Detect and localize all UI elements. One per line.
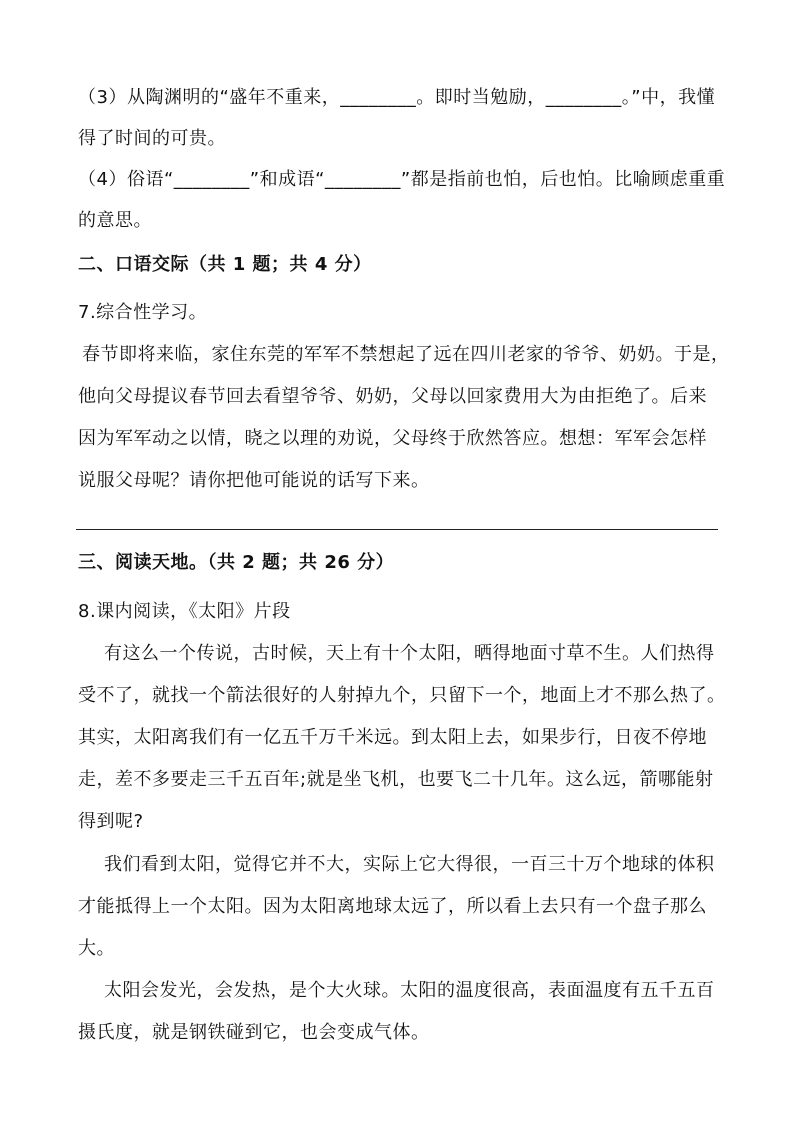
q8-title: 8.课内阅读，《太阳》片段 [78,601,291,622]
passage-line: 受不了，就找一个箭法很好的人射掉九个，只留下一个，地面上才不那么热了。 [78,685,726,706]
passage-line: 得到呢? [78,811,144,832]
passage-line: 其实，太阳离我们有一亿五千万千米远。到太阳上去，如果步行，日夜不停地 [78,727,707,748]
passage-line: 有这么一个传说，古时候，天上有十个太阳，晒得地面寸草不生。人们热得 [104,643,715,664]
passage-line: 我们看到太阳，觉得它并不大，实际上它大得很，一百三十万个地球的体积 [104,854,715,875]
q7-title: 7.综合性学习。 [78,302,208,323]
q7-text-line: 春节即将来临，家住东莞的军军不禁想起了远在四川老家的爷爷、奶奶。于是， [82,344,730,365]
section3-heading: 三、阅读天地。（共 2 题；共 26 分） [78,552,395,573]
passage-line: 太阳会发光，会发热，是个大火球。太阳的温度很高，表面温度有五千五百 [104,980,715,1001]
section2-heading: 二、口语交际（共 1 题；共 4 分） [78,254,372,275]
q7-text-line: 说服父母呢？请你把他可能说的话写下来。 [78,470,430,491]
q7-text-line: 因为军军动之以情，晓之以理的劝说，父母终于欣然答应。想想：军军会怎样 [78,428,707,449]
q6-item4-line2: 的意思。 [78,210,152,231]
answer-line[interactable] [76,529,718,530]
q6-item4-line1: （4）俗语“________”和成语“________”都是指前也怕，后也怕。比喻顾虑重重 [78,169,726,190]
passage-line: 走，差不多要走三千五百年;就是坐飞机，也要飞二十几年。这么远，箭哪能射 [78,769,714,790]
passage-line: 摄氏度，就是钢铁碰到它，也会变成气体。 [78,1022,430,1043]
q6-item3-line2: 得了时间的可贵。 [78,128,226,149]
q6-item3-line1: （3）从陶渊明的“盛年不重来，________。即时当勉励，________。”中，我懂 [78,87,716,108]
passage-line: 大。 [78,938,115,959]
passage-line: 才能抵得上一个太阳。因为太阳离地球太远了，所以看上去只有一个盘子那么 [78,896,707,917]
q7-text-line: 他向父母提议春节回去看望爷爷、奶奶，父母以回家费用大为由拒绝了。后来 [78,386,707,407]
